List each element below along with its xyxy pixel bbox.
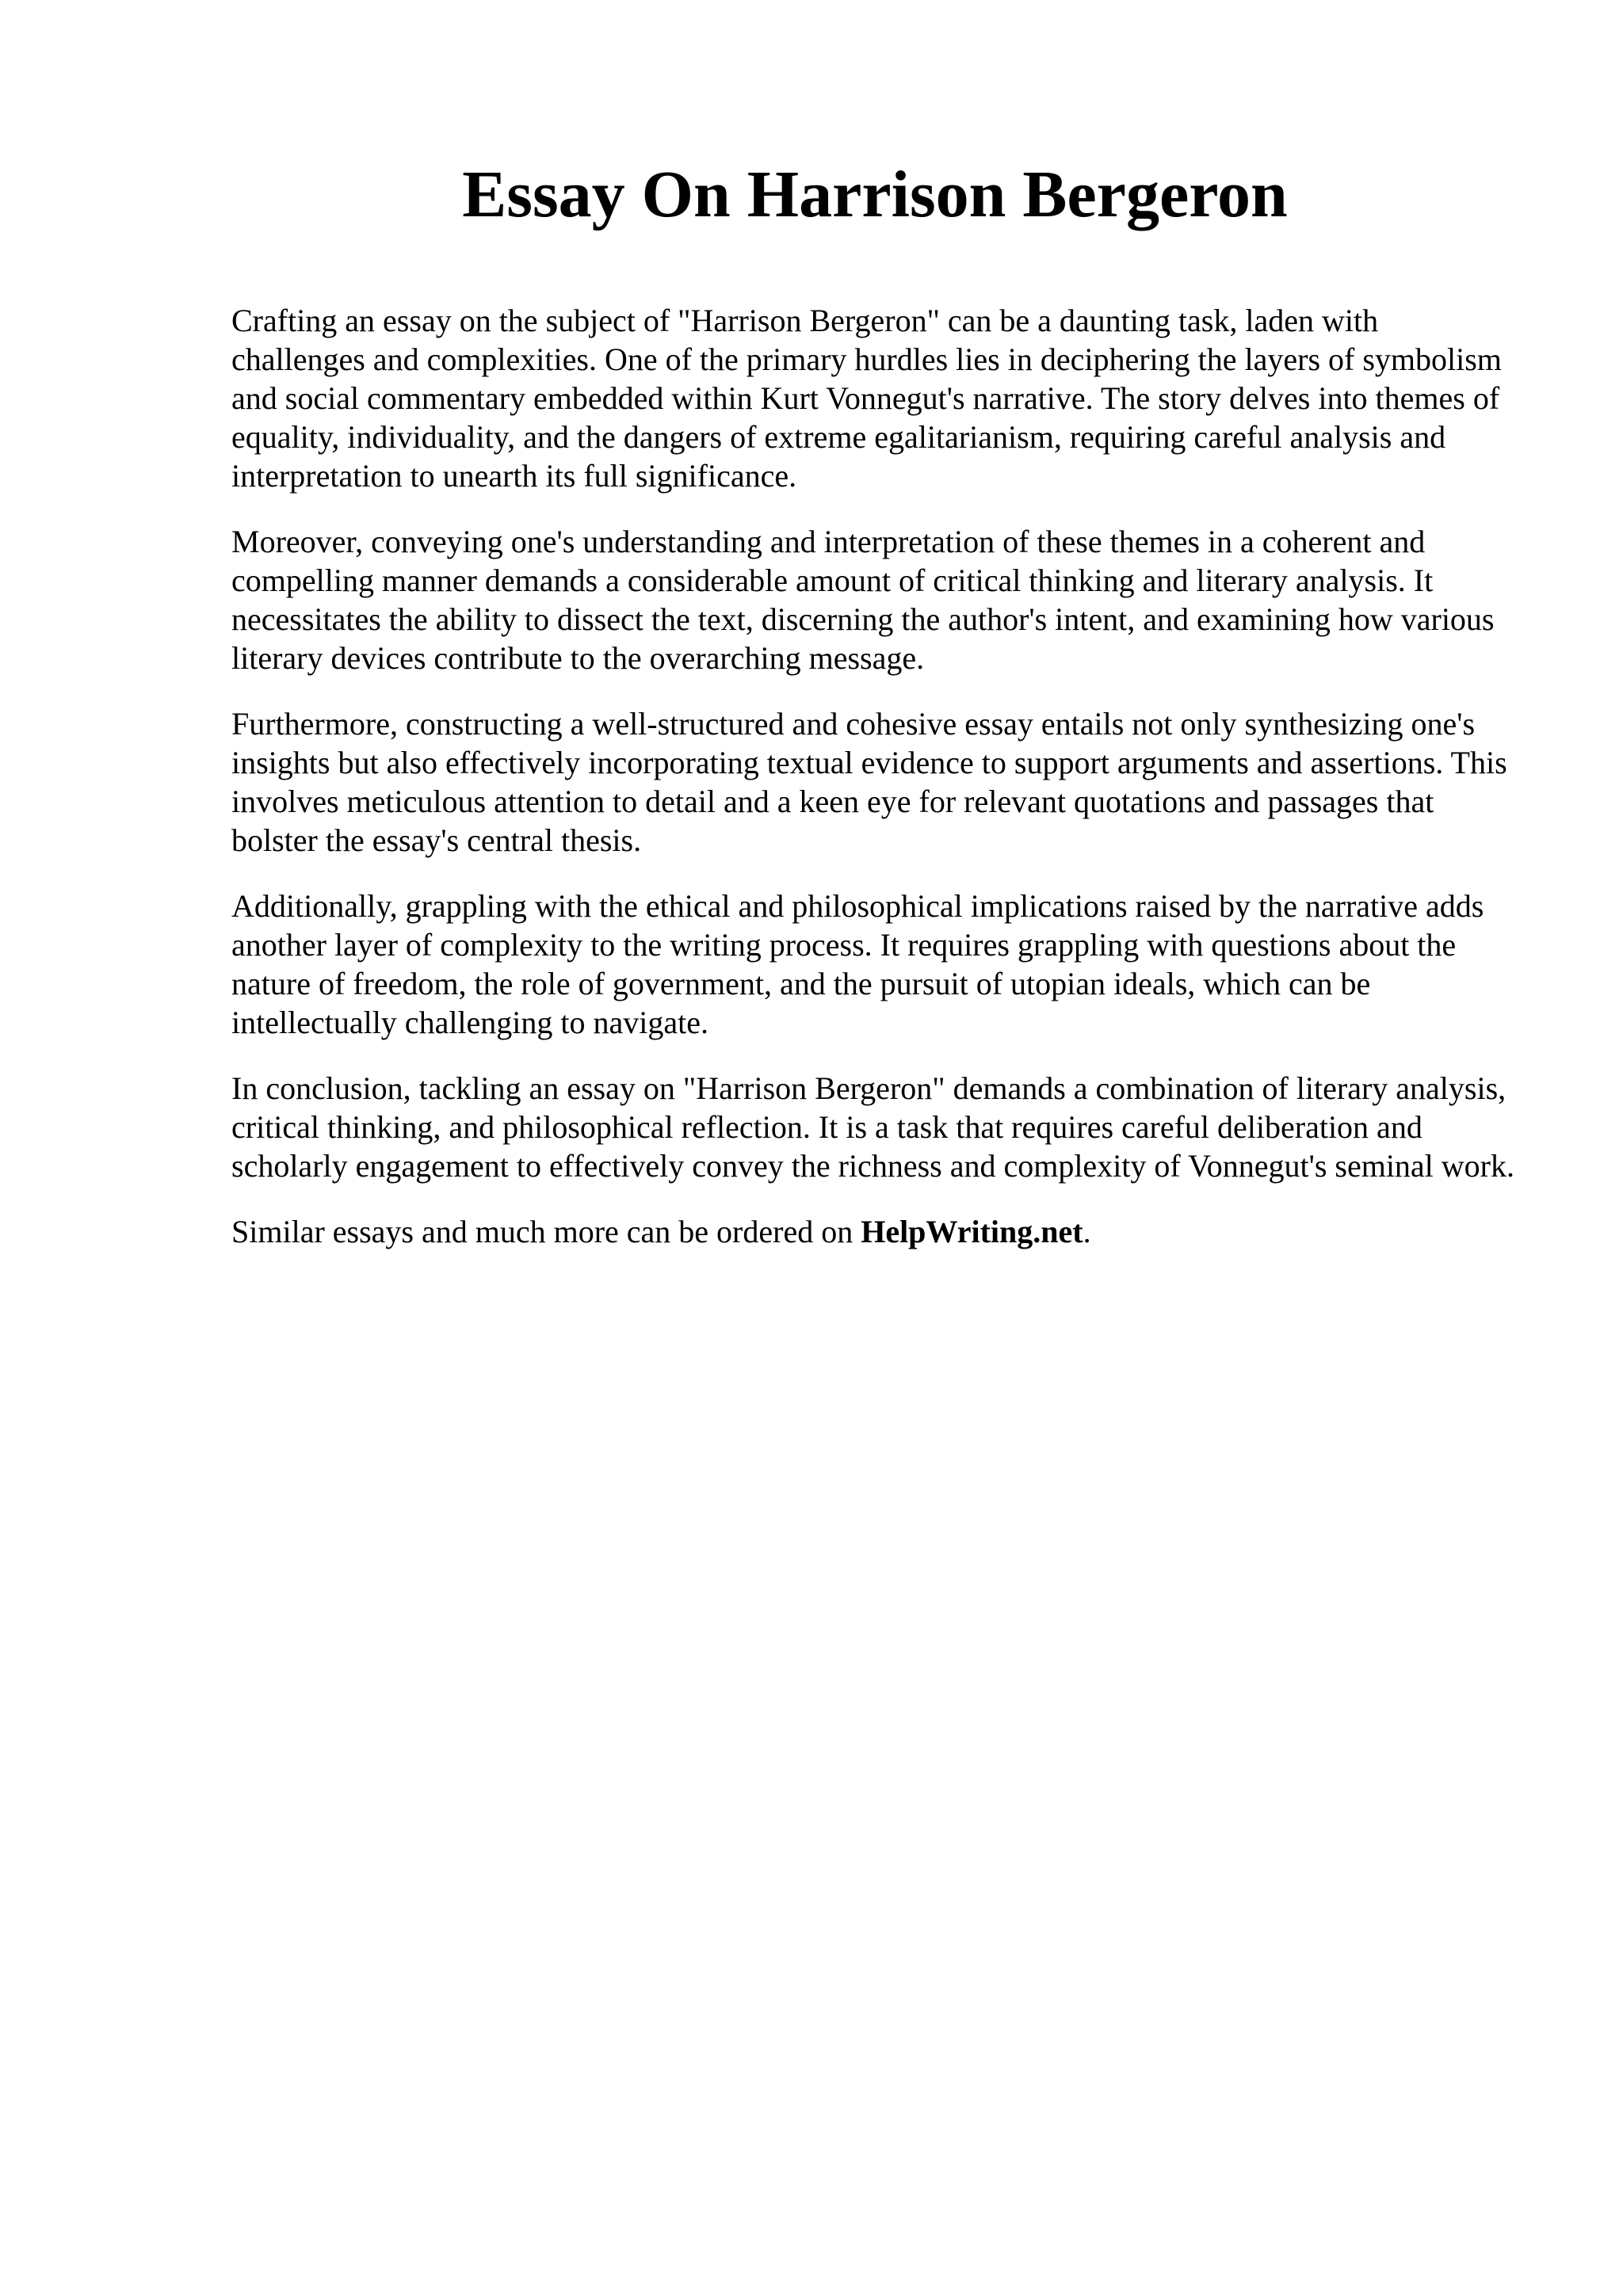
promo-line (231, 1212, 1515, 1251)
paragraph-5: In conclusion, tackling an essay on "Harrison Bergeron" demands a combination of literary analysis, critical thinking, and philosophical reflection. It is a task that requires careful deliberation and scholarly engagement to effectively convey the richness and complexity of Vonnegut's seminal work. (231, 1070, 1515, 1184)
document-body (231, 301, 1515, 1251)
document-title: Essay On Harrison Bergeron (462, 158, 1288, 231)
promo-end-punctuation: . (1083, 1214, 1091, 1249)
promo-text: Similar essays and much more can be ordered on (231, 1214, 854, 1249)
promo-brand-link[interactable]: HelpWriting.net (861, 1214, 1083, 1249)
paragraph-1: Crafting an essay on the subject of "Harrison Bergeron" can be a daunting task, laden with challenges and complexities. One of the primary hurdles lies in deciphering the layers of symbolism and social commentary embedded within Kurt Vonnegut's narrative. The story delves into themes of equality, individuality, and the dangers of extreme egalitarianism, requiring careful analysis and interpretation to unearth its full significance. (231, 303, 1502, 494)
paragraph-2: Moreover, conveying one's understanding and interpretation of these themes in a coherent and compelling manner demands a considerable amount of critical thinking and literary analysis. It necessitates the ability to dissect the text, discerning the author's intent, and examining how various literary devices contribute to the overarching message. (231, 524, 1495, 676)
paragraph-4: Additionally, grappling with the ethical and philosophical implications raised by the narrative adds another layer of complexity to the writing process. It requires grappling with questions about the nature of freedom, the role of government, and the pursuit of utopian ideals, which can be intellectually challenging to navigate. (231, 888, 1484, 1040)
paragraph-3: Furthermore, constructing a well-structured and cohesive essay entails not only synthesizing one's insights but also effectively incorporating textual evidence to support arguments and assertions. This involves meticulous attention to detail and a keen eye for relevant quotations and passages that bolster the essay's central thesis. (231, 706, 1507, 858)
